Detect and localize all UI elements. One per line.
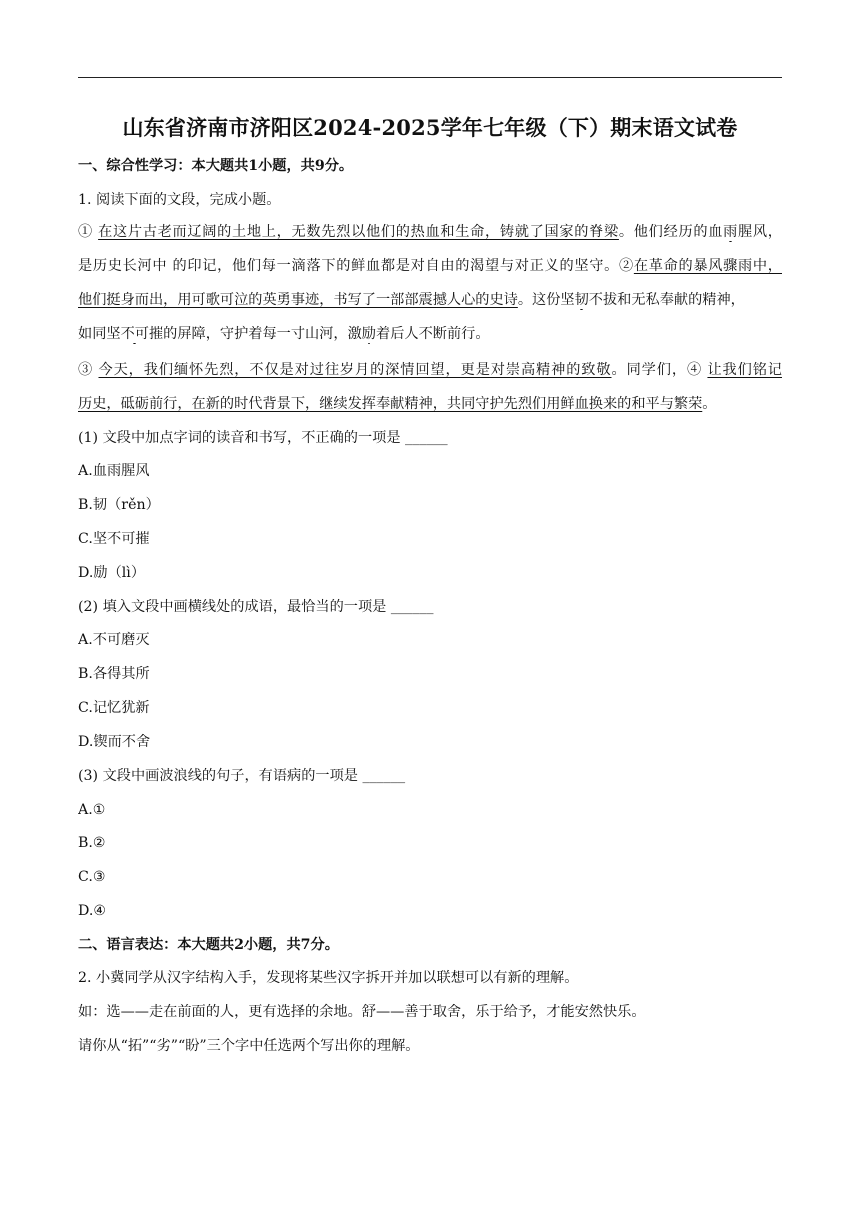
wavy-sentence-2-cont: 他们挺身而出，用可歌可泣的英勇事迹，书写了一部部震撼人心的史诗 <box>78 292 518 308</box>
dotted-word: 血雨腥 <box>708 224 753 240</box>
option-b: B.韧（rěn） <box>78 497 160 513</box>
option-b: B.② <box>78 835 106 851</box>
dotted-word: 励 <box>361 326 376 342</box>
header-rule <box>78 77 782 78</box>
question-2-task: 请你从“拓”“劣”“盼”三个字中任选两个写出你的理解。 <box>78 1038 420 1054</box>
page-title: 山东省济南市济阳区2024-2025学年七年级（下）期末语文试卷 <box>122 115 738 140</box>
passage-line: ① 在这片古老而辽阔的土地上，无数先烈以他们的热血和生命，铸就了国家的脊梁。他们经历的血雨腥风， <box>78 224 782 240</box>
dotted-word: 坚不可摧 <box>106 326 164 342</box>
wavy-sentence-1: 在这片古老而辽阔的土地上，无数先烈以他们的热血和生命，铸就了国家的脊梁 <box>98 224 619 240</box>
passage-line: 历史，砥砺前行，在新的时代背景下，继续发挥奉献精神，共同守护先烈们用鲜血换来的和平与繁荣。 <box>78 396 717 412</box>
wavy-sentence-3: 今天，我们缅怀先烈，不仅是对过往岁月的深情回望，更是对崇高精神的致敬 <box>98 362 612 378</box>
sub-question-1: (1) 文段中加点字词的读音和书写，不正确的一项是 ______ <box>78 430 448 446</box>
option-b: B.各得其所 <box>78 666 150 682</box>
option-d: D.④ <box>78 903 107 919</box>
wavy-sentence-4: 让我们铭记 <box>707 362 782 378</box>
option-a: A.① <box>78 802 106 818</box>
section-1-heading: 一、综合性学习：本大题共1小题，共9分。 <box>78 158 354 174</box>
question-2-stem: 2. 小冀同学从汉字结构入手，发现将某些汉字拆开并加以联想可以有新的理解。 <box>78 970 579 986</box>
option-c: C.坚不可摧 <box>78 531 150 547</box>
passage-line: 如同坚不可摧的屏障，守护着每一寸山河，激励着后人不断前行。 <box>78 326 490 342</box>
dotted-word: 韧 <box>574 292 589 308</box>
passage-line: 他们挺身而出，用可歌可泣的英勇事迹，书写了一部部震撼人心的史诗。这份坚韧不拔和无私奉献的精神， <box>78 292 745 308</box>
option-c: C.记忆犹新 <box>78 700 150 716</box>
passage-line: ③ 今天，我们缅怀先烈，不仅是对过往岁月的深情回望，更是对崇高精神的致敬。同学们，④ 让我们铭记 <box>78 362 782 378</box>
wavy-sentence-4-cont: 历史，砥砺前行，在新的时代背景下，继续发挥奉献精神，共同守护先烈们用鲜血换来的和平与繁荣 <box>78 396 703 412</box>
option-d: D.锲而不舍 <box>78 734 151 750</box>
option-a: A.不可磨灭 <box>78 632 150 648</box>
question-2-example: 如：选——走在前面的人，更有选择的余地。舒——善于取舍，乐于给予，才能安然快乐。 <box>78 1004 646 1020</box>
sub-question-2: (2) 填入文段中画横线处的成语，最恰当的一项是 ______ <box>78 599 434 615</box>
section-2-heading: 二、语言表达：本大题共2小题，共7分。 <box>78 937 339 953</box>
circled-number: ① <box>78 224 93 240</box>
wavy-sentence-2: 在革命的暴风骤雨中， <box>633 258 782 274</box>
passage-line: 是历史长河中 的印记，他们每一滴落下的鲜血都是对自由的渴望与对正义的坚守。②在革命的暴风骤雨中， <box>78 258 782 274</box>
question-1-stem: 1. 阅读下面的文段，完成小题。 <box>78 192 281 208</box>
option-c: C.③ <box>78 869 106 885</box>
sub-question-3: (3) 文段中画波浪线的句子，有语病的一项是 ______ <box>78 768 406 784</box>
option-d: D.励（lì） <box>78 565 146 581</box>
option-a: A.血雨腥风 <box>78 463 150 479</box>
